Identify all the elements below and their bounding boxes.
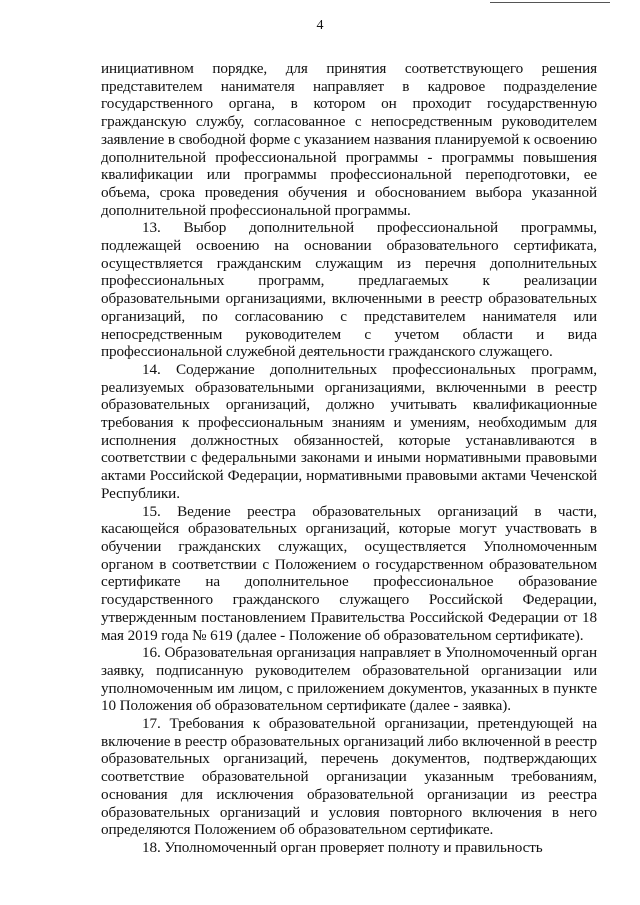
document-body (101, 60, 597, 857)
paragraph-16: 16. Образовательная организация направляет в Уполномоченный орган заявку, подписанную руководителем образовательной организации или уполномоченным им лицом, с приложением документов, указанных в пункте 10 Положения об образовательном сертификате (далее - заявка). (101, 644, 597, 715)
paragraph-continuation: инициативном порядке, для принятия соответствующего решения представителем нанимателя направляет в кадровое подразделение государственного органа, в котором он проходит государственную гражданскую службу, согласованное с непосредственным руководителем заявление в свободной форме с указанием названия планируемой к освоению дополнительной профессиональной программы - программы повышения квалификации или программы профессиональной переподготовки, ее объема, срока проведения обучения и обоснованием выбора указанной дополнительной профессиональной программы. (101, 60, 597, 219)
paragraph-15: 15. Ведение реестра образовательных организаций в части, касающейся образовательных организаций, которые могут участвовать в обучении гражданских служащих, осуществляется Уполномоченным органом в соответствии с Положением о государственном образовательном сертификате на дополнительное профессиональное образование государственного гражданского служащего Российской Федерации, утвержденным постановлением Правительства Российской Федерации от 18 мая 2019 года № 619 (далее - Положение об образовательном сертификате). (101, 502, 597, 644)
paragraph-17: 17. Требования к образовательной организации, претендующей на включение в реестр образовательных организаций либо включенной в реестр образовательных организаций, перечень документов, подтверждающих соответствие образовательной организации указанным требованиям, основания для исключения образовательной организации из реестра образовательных организаций и условия повторного включения в него определяются Положением об образовательном сертификате. (101, 715, 597, 839)
paragraph-14: 14. Содержание дополнительных профессиональных программ, реализуемых образовательными организациями, включенными в реестр образовательных организаций, должно учитывать квалификационные требования к профессиональным знаниям и умениям, необходимым для исполнения должностных обязанностей, которые устанавливаются в соответствии с федеральными законами и иными нормативными правовыми актами Российской Федерации, нормативными правовыми актами Чеченской Республики. (101, 360, 597, 502)
paragraph-13: 13. Выбор дополнительной профессиональной программы, подлежащей освоению на основании образовательного сертификата, осуществляется гражданским служащим из перечня дополнительных профессиональных программ, предлагаемых к реализации образовательными организациями, включенными в реестр образовательных организаций, по согласованию с представителем нанимателя или непосредственным руководителем с учетом области и вида профессиональной служебной деятельности гражданского служащего. (101, 219, 597, 361)
page-number: 4 (316, 18, 324, 33)
header-rule (490, 2, 610, 3)
paragraph-18: 18. Уполномоченный орган проверяет полноту и правильность (142, 838, 543, 856)
